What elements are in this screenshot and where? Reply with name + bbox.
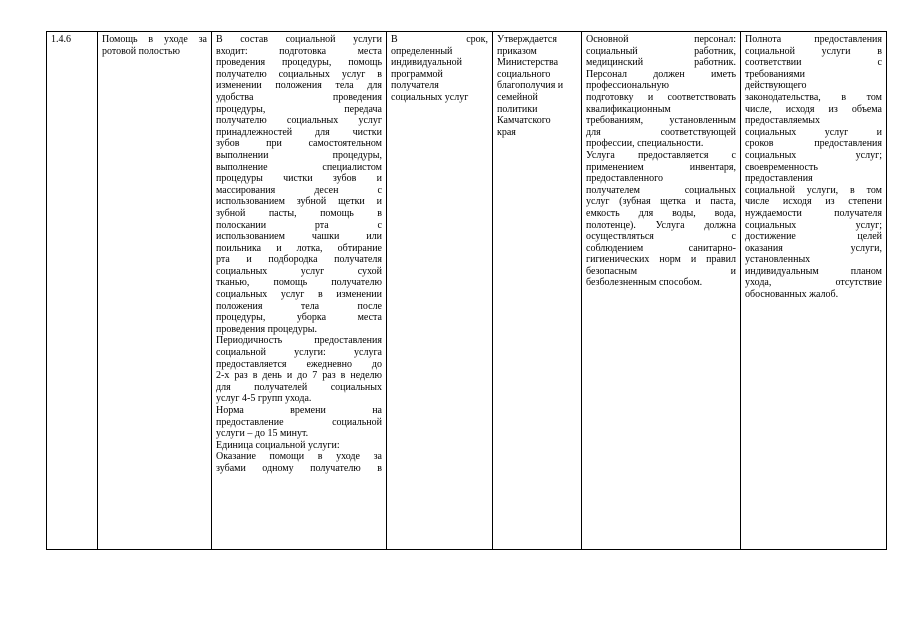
text-line: социальной услуги: услуга — [216, 347, 382, 359]
service-content-text — [216, 34, 382, 475]
text-line: подготовку и соответствовать — [586, 91, 736, 103]
text-line: профессии, специальности. — [586, 138, 704, 150]
text-line: зубов при самостоятельном — [216, 138, 382, 150]
text-line: Единица социальной услуги: — [216, 439, 340, 451]
text-line: социальной услуги, в том — [745, 184, 882, 196]
text-line: проведения процедуры, помощь — [216, 57, 382, 69]
text-line: осуществляться с — [586, 231, 736, 243]
service-number: 1.4.6 — [51, 34, 71, 45]
text-line: использованием зубной щетки и — [216, 196, 382, 208]
text-line: безболезненным способом. — [586, 277, 703, 289]
text-line: Персонал должен иметь — [586, 68, 736, 80]
text-line: соблюдением санитарно- — [586, 242, 736, 254]
text-line: полотенце). Услуга должна — [586, 219, 736, 231]
text-line: социальных услуг в изменении — [216, 289, 382, 301]
text-line: предоставленного — [586, 173, 663, 185]
text-line: В срок, — [391, 34, 488, 45]
text-line: емкость для воды, вода, — [586, 207, 736, 219]
text-line: В состав социальной услуги — [216, 34, 382, 45]
text-line: социальных услуг и — [745, 126, 882, 138]
text-line: Министерства — [497, 57, 559, 69]
text-line: индивидуальным планом — [745, 265, 882, 277]
text-line: получателю социальных услуг — [216, 115, 382, 127]
text-line: Норма времени на — [216, 405, 382, 416]
text-line: медицинский работник. — [586, 57, 736, 69]
text-line: определенный — [391, 45, 453, 57]
text-line: процедуры, уборка места — [216, 312, 382, 324]
text-line: Услуга предоставляется с — [586, 149, 736, 161]
text-line: использованием чашки или — [216, 231, 382, 243]
text-line: политики — [497, 103, 538, 115]
text-line: получателем социальных — [586, 184, 736, 196]
text-line: получателю социальных услуг в — [216, 68, 382, 80]
text-line: предоставляемых — [745, 115, 821, 127]
text-line: принадлежностей для чистки — [216, 126, 382, 138]
service-quality-text — [745, 34, 882, 301]
service-content-cell — [212, 32, 387, 550]
text-line: услуги – до 15 минут. — [216, 428, 309, 440]
service-tariff-text — [497, 34, 577, 138]
text-line: зубами одному получателю в — [216, 462, 382, 474]
text-line: рта и подбородка получателя — [216, 254, 382, 266]
text-line: социальных услуг; — [745, 219, 882, 231]
text-line: требованиям, установленным — [586, 115, 736, 127]
service-number-cell — [47, 32, 98, 550]
text-line: выполнении процедуры, — [216, 149, 382, 161]
text-line: требованиями — [745, 68, 806, 80]
text-line: Камчатского — [497, 115, 551, 127]
table-row — [47, 32, 887, 550]
text-line: обоснованных жалоб. — [745, 289, 839, 301]
text-line: предоставления — [745, 173, 813, 185]
text-line: изменении положения тела для — [216, 80, 382, 92]
text-line: нуждаемости получателя — [745, 207, 882, 219]
service-name-cell — [98, 32, 212, 550]
text-line: гигиенических норм и правил — [586, 254, 736, 266]
text-line: предоставляется ежедневно до — [216, 358, 382, 370]
text-line: зубной пасты, помощь в — [216, 207, 382, 219]
text-line: установленных — [745, 254, 811, 266]
text-line: сроков предоставления — [745, 138, 882, 150]
text-line: семейной — [497, 91, 538, 103]
text-line: Периодичность предоставления — [216, 335, 382, 347]
text-line: тканью, помощь получателю — [216, 277, 382, 289]
text-line: выполнение специалистом — [216, 161, 382, 173]
text-line: применением инвентаря, — [586, 161, 736, 173]
text-line: Оказание помощи в уходе за — [216, 451, 382, 463]
text-line: своевременность — [745, 161, 818, 173]
services-table — [46, 31, 887, 550]
text-line: соответствии с — [745, 57, 882, 69]
text-line: действующего — [745, 80, 807, 92]
text-line: для получателей социальных — [216, 381, 382, 393]
text-line: социальных услуг — [391, 91, 469, 103]
text-line: социальных услуг сухой — [216, 265, 382, 277]
text-line: социального — [497, 68, 551, 80]
text-line: социальной услуги в — [745, 45, 882, 57]
text-line: края — [497, 126, 516, 138]
text-line: социальный работник, — [586, 45, 736, 57]
text-line: Основной персонал: — [586, 34, 736, 45]
service-tariff-cell — [493, 32, 582, 550]
service-name: Помощь в уходе за ротовой полостью — [102, 34, 207, 57]
document-page — [46, 31, 887, 550]
service-quality-cell — [741, 32, 887, 550]
text-line: 2-х раз в день и до 7 раз в неделю — [216, 370, 382, 382]
text-line: процедуры, передача — [216, 103, 382, 115]
service-term-cell — [387, 32, 493, 550]
text-line: проведения процедуры. — [216, 323, 317, 335]
text-line: числе, исходя из объема — [745, 103, 882, 115]
text-line: программой — [391, 68, 443, 80]
text-line: полоскании рта с — [216, 219, 382, 231]
text-line: массирования десен с — [216, 184, 382, 196]
text-line: достижение целей — [745, 231, 882, 243]
text-line: социальных услуг; — [745, 149, 882, 161]
text-line: квалификационным — [586, 103, 671, 115]
text-line: для соответствующей — [586, 126, 736, 138]
text-line: приказом — [497, 45, 537, 57]
text-line: индивидуальной — [391, 57, 462, 69]
text-line: процедуры чистки зубов и — [216, 173, 382, 185]
text-line: профессиональную — [586, 80, 669, 92]
text-line: законодательства, в том — [745, 91, 882, 103]
service-conditions-text — [586, 34, 736, 289]
service-term-text — [391, 34, 488, 104]
text-line: оказания услуги, — [745, 242, 882, 254]
text-line: получателя — [391, 80, 439, 92]
text-line: ухода, отсутствие — [745, 277, 882, 289]
text-line: числе исходя из степени — [745, 196, 882, 208]
text-line: услуг 4-5 групп ухода. — [216, 393, 312, 405]
text-line: удобства проведения — [216, 91, 382, 103]
text-line: поильника и лотка, обтирание — [216, 242, 382, 254]
text-line: предоставление социальной — [216, 416, 382, 428]
text-line: входит: подготовка места — [216, 45, 382, 57]
text-line: Полнота предоставления — [745, 34, 882, 45]
text-line: благополучия и — [497, 80, 564, 92]
text-line: положения тела после — [216, 300, 382, 312]
text-line: услуг (зубная щетка и паста, — [586, 196, 736, 208]
service-conditions-cell — [582, 32, 741, 550]
text-line: Утверждается — [497, 34, 557, 45]
text-line: безопасным и — [586, 265, 736, 277]
